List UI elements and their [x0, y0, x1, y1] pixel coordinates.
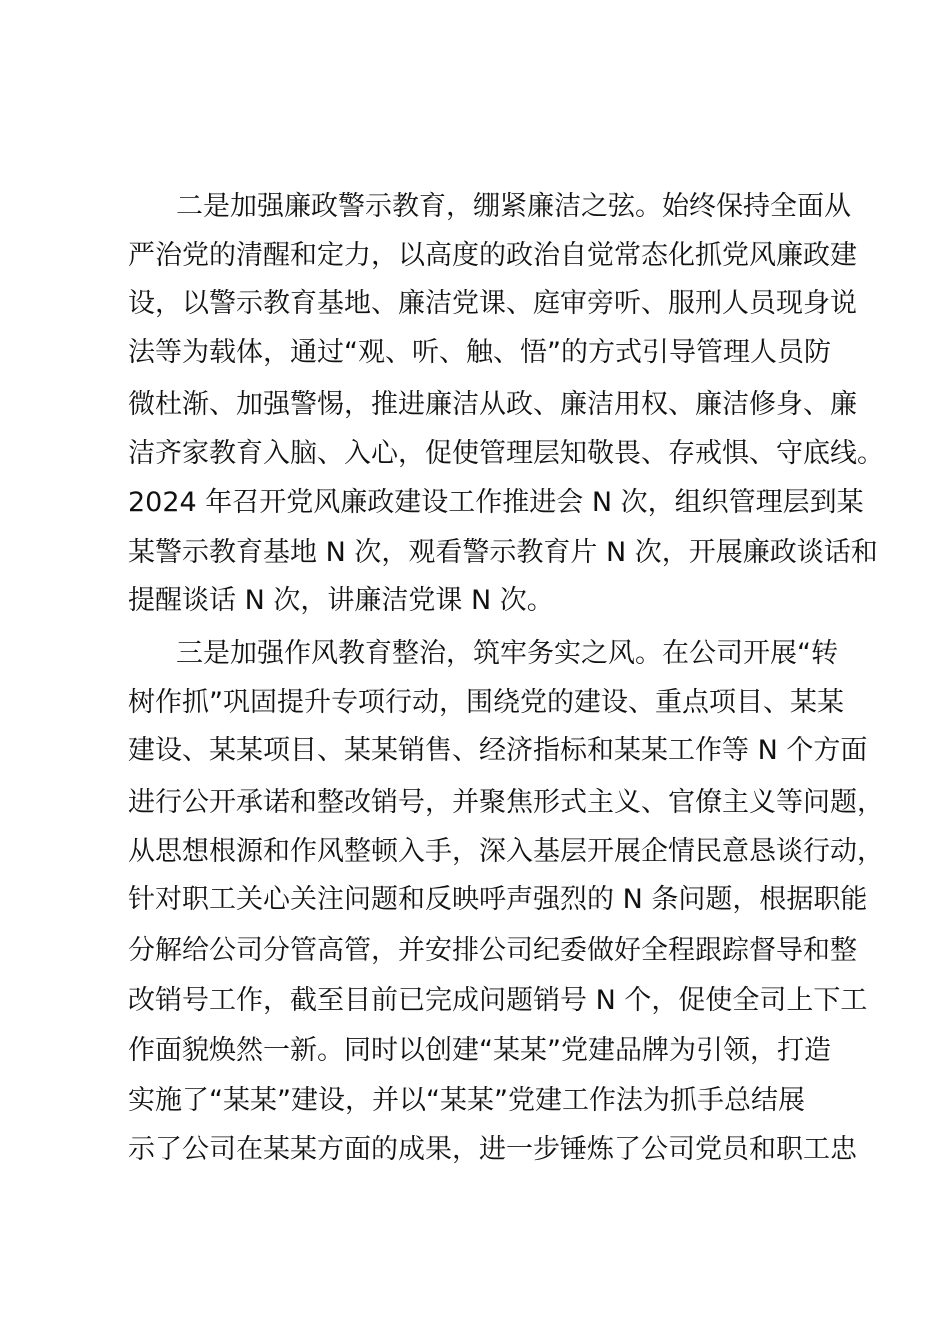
paragraph-line: 针对职工关心关注问题和反映呼声强烈的 N 条问题，根据职能 [128, 884, 868, 915]
paragraph-line: 法等为载体，通过“观、听、触、悟”的方式引导管理人员防 [128, 337, 831, 368]
paragraph-line: 某警示教育基地 N 次，观看警示教育片 N 次，开展廉政谈话和 [128, 537, 878, 568]
paragraph-line: 进行公开承诺和整改销号，并聚焦形式主义、官僚主义等问题， [128, 787, 884, 818]
paragraph-line: 微杜渐、加强警惕，推进廉洁从政、廉洁用权、廉洁修身、廉 [128, 389, 857, 420]
paragraph-line: 提醒谈话 N 次，讲廉洁党课 N 次。 [128, 585, 554, 616]
paragraph-line: 严治党的清醒和定力，以高度的政治自觉常态化抓党风廉政建 [128, 240, 857, 271]
paragraph-line: 设，以警示教育基地、廉洁党课、庭审旁听、服刑人员现身说 [128, 288, 857, 319]
paragraph-line: 二是加强廉政警示教育，绷紧廉洁之弦。始终保持全面从 [176, 191, 851, 222]
paragraph-line: 2024 年召开党风廉政建设工作推进会 N 次，组织管理层到某 [128, 487, 864, 518]
paragraph-line: 从思想根源和作风整顿入手，深入基层开展企情民意恳谈行动， [128, 836, 884, 867]
paragraph-line: 三是加强作风教育整治，筑牢务实之风。在公司开展“转 [176, 638, 838, 669]
paragraph-line: 洁齐家教育入脑、入心，促使管理层知敬畏、存戒惧、守底线。 [128, 438, 884, 469]
paragraph-line: 作面貌焕然一新。同时以创建“某某”党建品牌为引领，打造 [128, 1035, 831, 1066]
paragraph-line: 示了公司在某某方面的成果，进一步锤炼了公司党员和职工忠 [128, 1134, 857, 1165]
paragraph-line: 树作抓”巩固提升专项行动，围绕党的建设、重点项目、某某 [128, 687, 844, 718]
paragraph-line: 实施了“某某”建设，并以“某某”党建工作法为抓手总结展 [128, 1085, 805, 1116]
paragraph-line: 建设、某某项目、某某销售、经济指标和某某工作等 N 个方面 [128, 735, 868, 766]
paragraph-line: 改销号工作，截至目前已完成问题销号 N 个，促使全司上下工 [128, 985, 868, 1016]
paragraph-line: 分解给公司分管高管，并安排公司纪委做好全程跟踪督导和整 [128, 935, 857, 966]
